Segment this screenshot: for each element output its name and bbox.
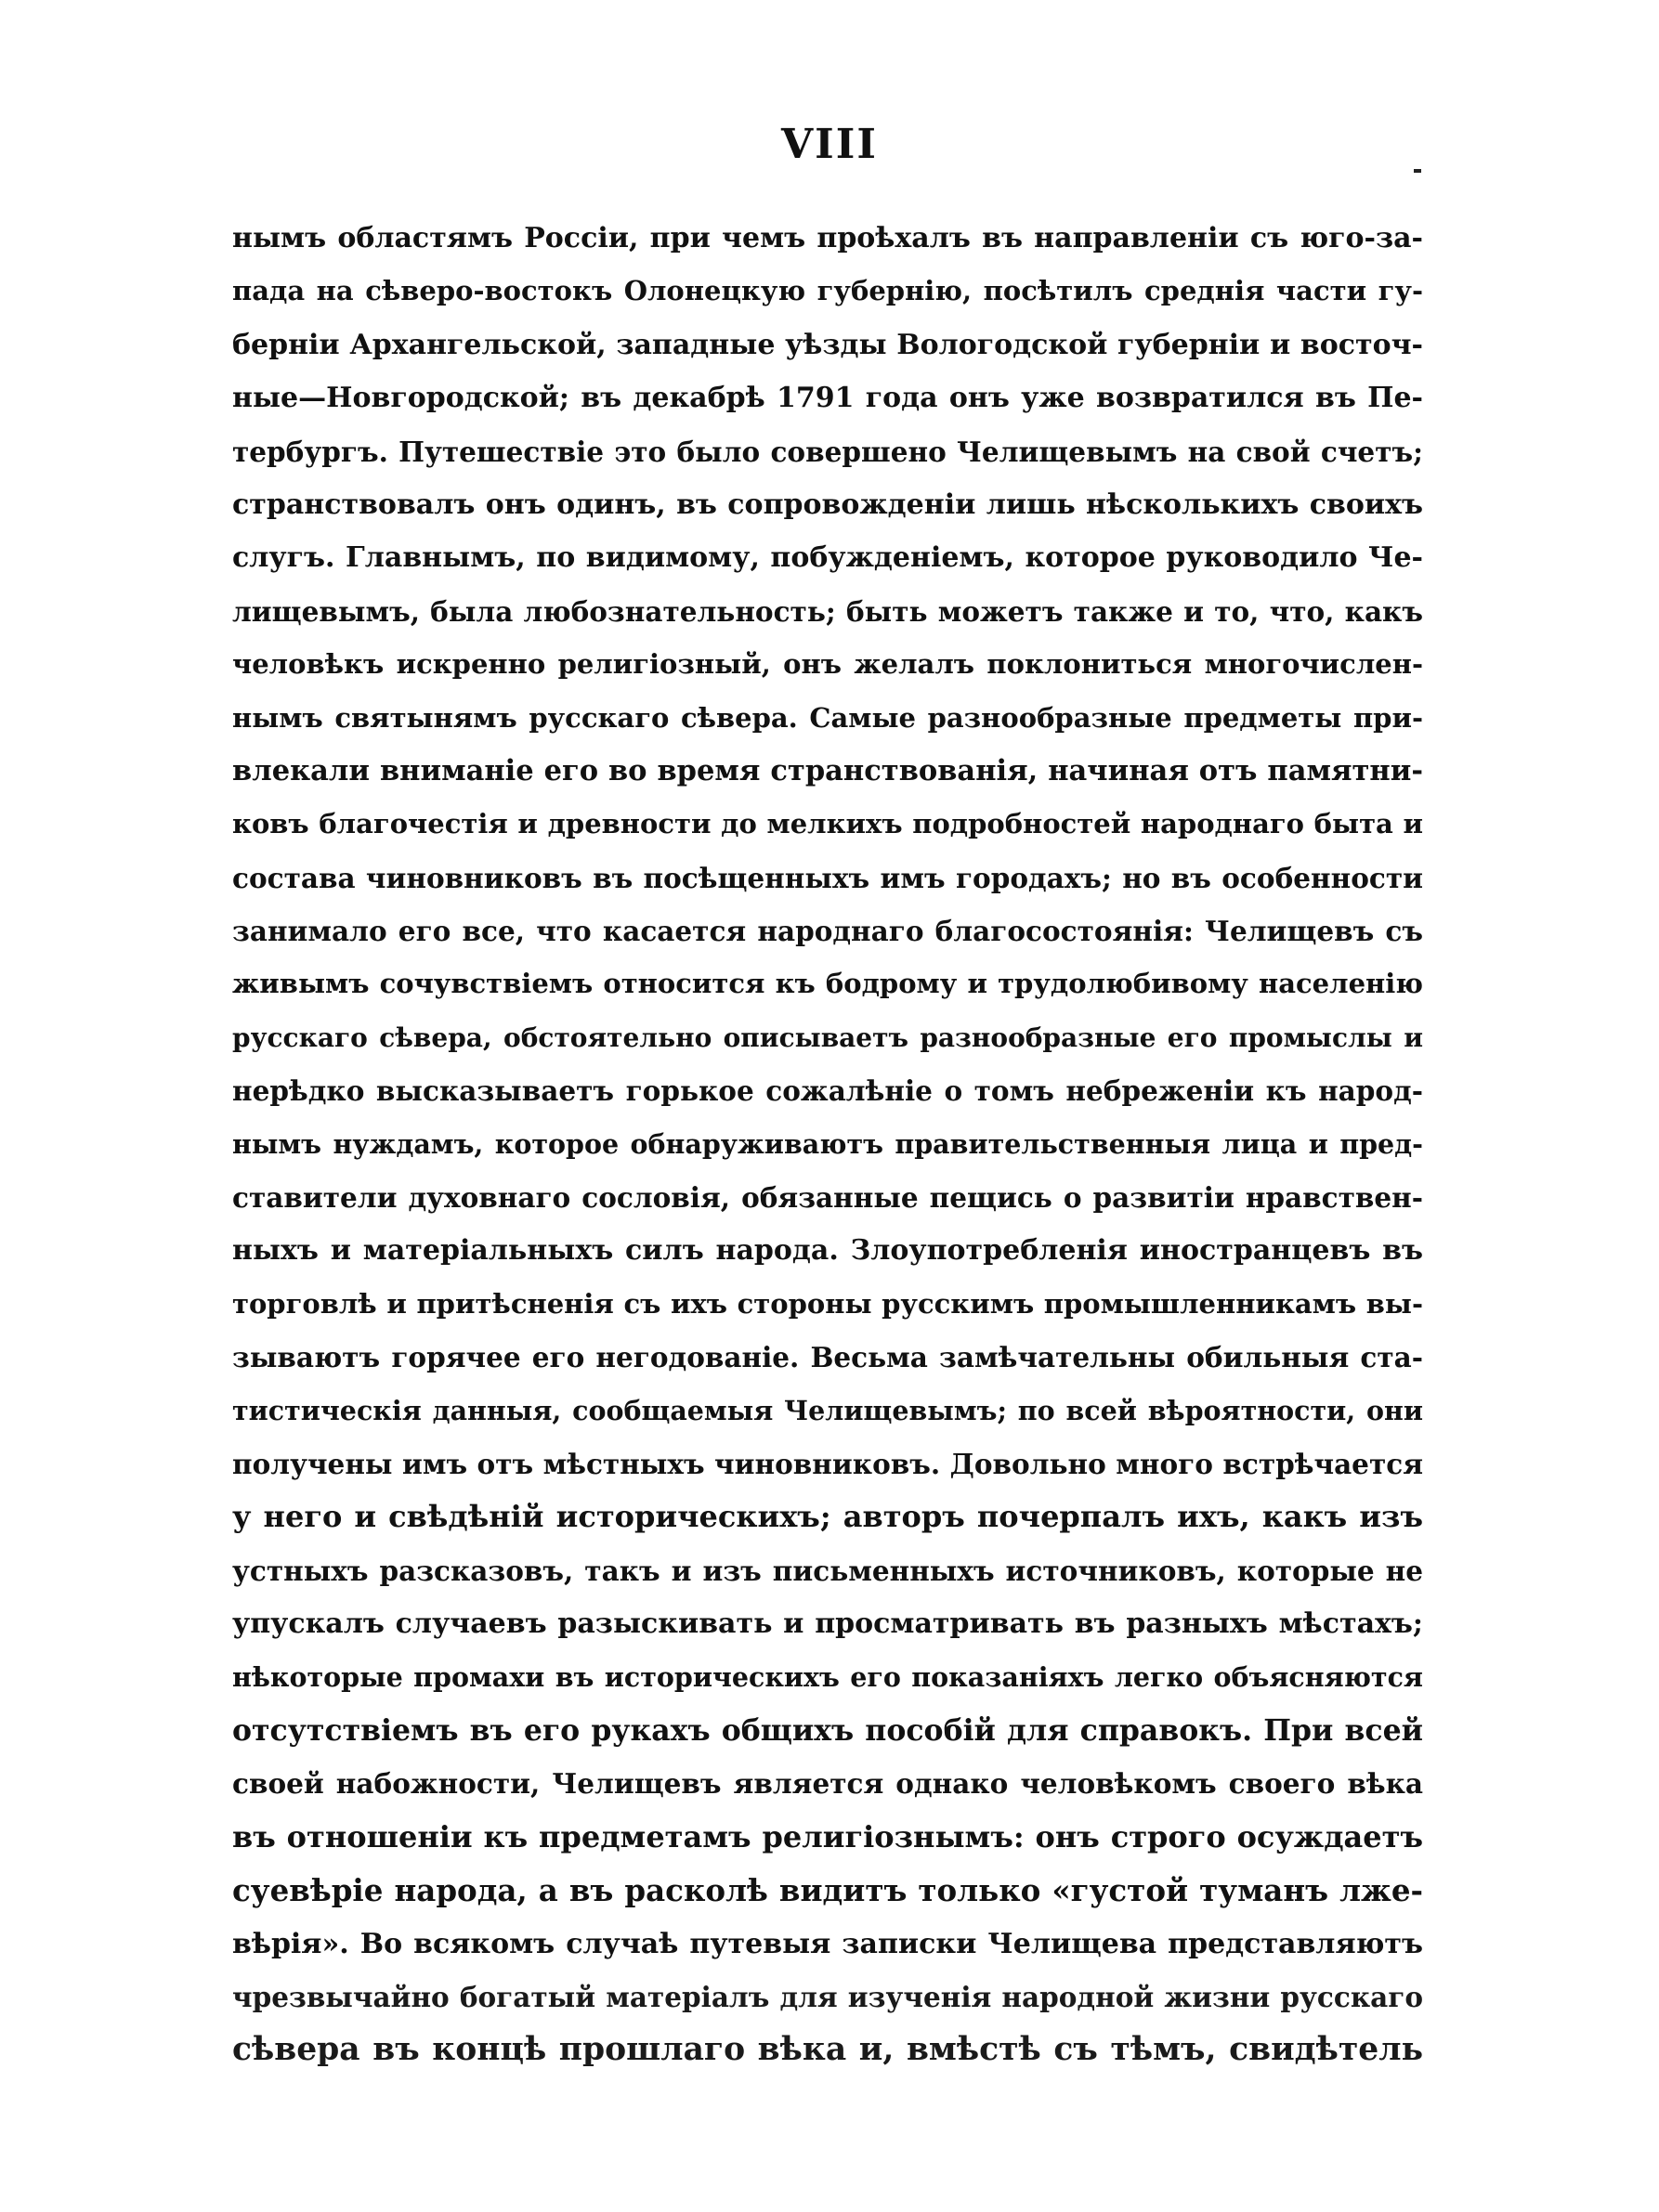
text-line: ставители духовнаго сословія, обязанные пещись о развитіи нравствен-: [232, 1181, 1423, 1215]
text-line: занимало его все, что касается народнаго благосостоянія: Челищевъ съ: [232, 915, 1423, 948]
text-line: упускалъ случаевъ разыскивать и просматривать въ разныхъ мѣстахъ;: [232, 1607, 1423, 1641]
text-line: берніи Архангельской, западные уѣзды Вологодской губерніи и восточ-: [232, 328, 1423, 361]
text-line: чрезвычайно богатый матеріалъ для изученія народной жизни русскаго: [232, 1980, 1423, 2013]
text-line: нерѣдко высказываетъ горькое сожалѣніе о томъ небреженіи къ народ-: [232, 1074, 1423, 1108]
text-line: у него и свѣдѣній историческихъ; авторъ почерпалъ ихъ, какъ изъ: [232, 1499, 1423, 1535]
text-line: нымъ областямъ Россіи, при чемъ проѣхалъ въ направленіи съ юго-за-: [232, 222, 1423, 254]
text-line: торговлѣ и притѣсненія съ ихъ стороны русскимъ промышленникамъ вы-: [232, 1287, 1423, 1320]
text-line: получены имъ отъ мѣстныхъ чиновниковъ. Довольно много встрѣчается: [232, 1447, 1423, 1480]
body-text: [232, 212, 1423, 2077]
text-line: влекали вниманіе его во время странствованія, начиная отъ памятни-: [232, 753, 1423, 787]
page-number: VIII: [781, 121, 878, 168]
text-line: отсутствіемъ въ его рукахъ общихъ пособій для справокъ. При всей: [232, 1712, 1423, 1748]
text-line: пада на сѣверо-востокъ Олонецкую губернію, посѣтилъ среднія части гу-: [232, 275, 1423, 307]
text-line: нымъ святынямъ русскаго сѣвера. Самые разнообразные предметы при-: [232, 701, 1423, 734]
text-line: сѣвера въ концѣ прошлаго вѣка и, вмѣстѣ съ тѣмъ, свидѣтель: [232, 2031, 1423, 2069]
scan-mark: [1414, 169, 1421, 173]
text-line: ные—Новгородской; въ декабрѣ 1791 года онъ уже возвратился въ Пе-: [232, 382, 1423, 415]
text-line: нѣкоторые промахи въ историческихъ его показаніяхъ легко объясняются: [232, 1660, 1423, 1693]
text-line: нымъ нуждамъ, которое обнаруживаютъ правительственныя лица и пред-: [232, 1127, 1423, 1160]
text-line: лищевымъ, была любознательность; быть можетъ также и то, что, какъ: [232, 594, 1423, 628]
text-line: своей набожности, Челищевъ является однако человѣкомъ своего вѣка: [232, 1767, 1423, 1801]
text-line: ныхъ и матеріальныхъ силъ народа. Злоупотребленія иностранцевъ въ: [232, 1234, 1423, 1268]
text-line: въ отношеніи къ предметамъ религіознымъ: онъ строго осуждаетъ: [232, 1818, 1423, 1854]
text-line: живымъ сочувствіемъ относится къ бодрому и трудолюбивому населенію: [232, 968, 1423, 1000]
text-line: русскаго сѣвера, обстоятельно описываетъ разнообразные его промыслы и: [232, 1021, 1423, 1053]
text-line: слугъ. Главнымъ, по видимому, побужденіемъ, которое руководило Че-: [232, 541, 1423, 575]
text-line: вѣрія». Во всякомъ случаѣ путевыя записки Челищева представляютъ: [232, 1927, 1423, 1960]
text-line: тистическія данныя, сообщаемыя Челищевымъ; по всей вѣроятности, они: [232, 1394, 1423, 1426]
text-line: странствовалъ онъ одинъ, въ сопровожденіи лишь нѣсколькихъ своихъ: [232, 488, 1423, 521]
text-line: ковъ благочестія и древности до мелкихъ подробностей народнаго быта и: [232, 808, 1423, 840]
text-line: тербургъ. Путешествіе это было совершено Челищевымъ на свой счетъ;: [232, 435, 1423, 468]
text-line: зываютъ горячее его негодованіе. Весьма замѣчательны обильныя ста-: [232, 1341, 1423, 1374]
text-line: состава чиновниковъ въ посѣщенныхъ имъ городахъ; но въ особенности: [232, 861, 1423, 894]
text-line: устныхъ разсказовъ, такъ и изъ письменныхъ источниковъ, которые не: [232, 1554, 1423, 1587]
text-line: суевѣріе народа, а въ расколѣ видитъ только «густой туманъ лже-: [232, 1872, 1423, 1909]
text-line: человѣкъ искренно религіозный, онъ желалъ поклониться многочислен-: [232, 648, 1423, 681]
